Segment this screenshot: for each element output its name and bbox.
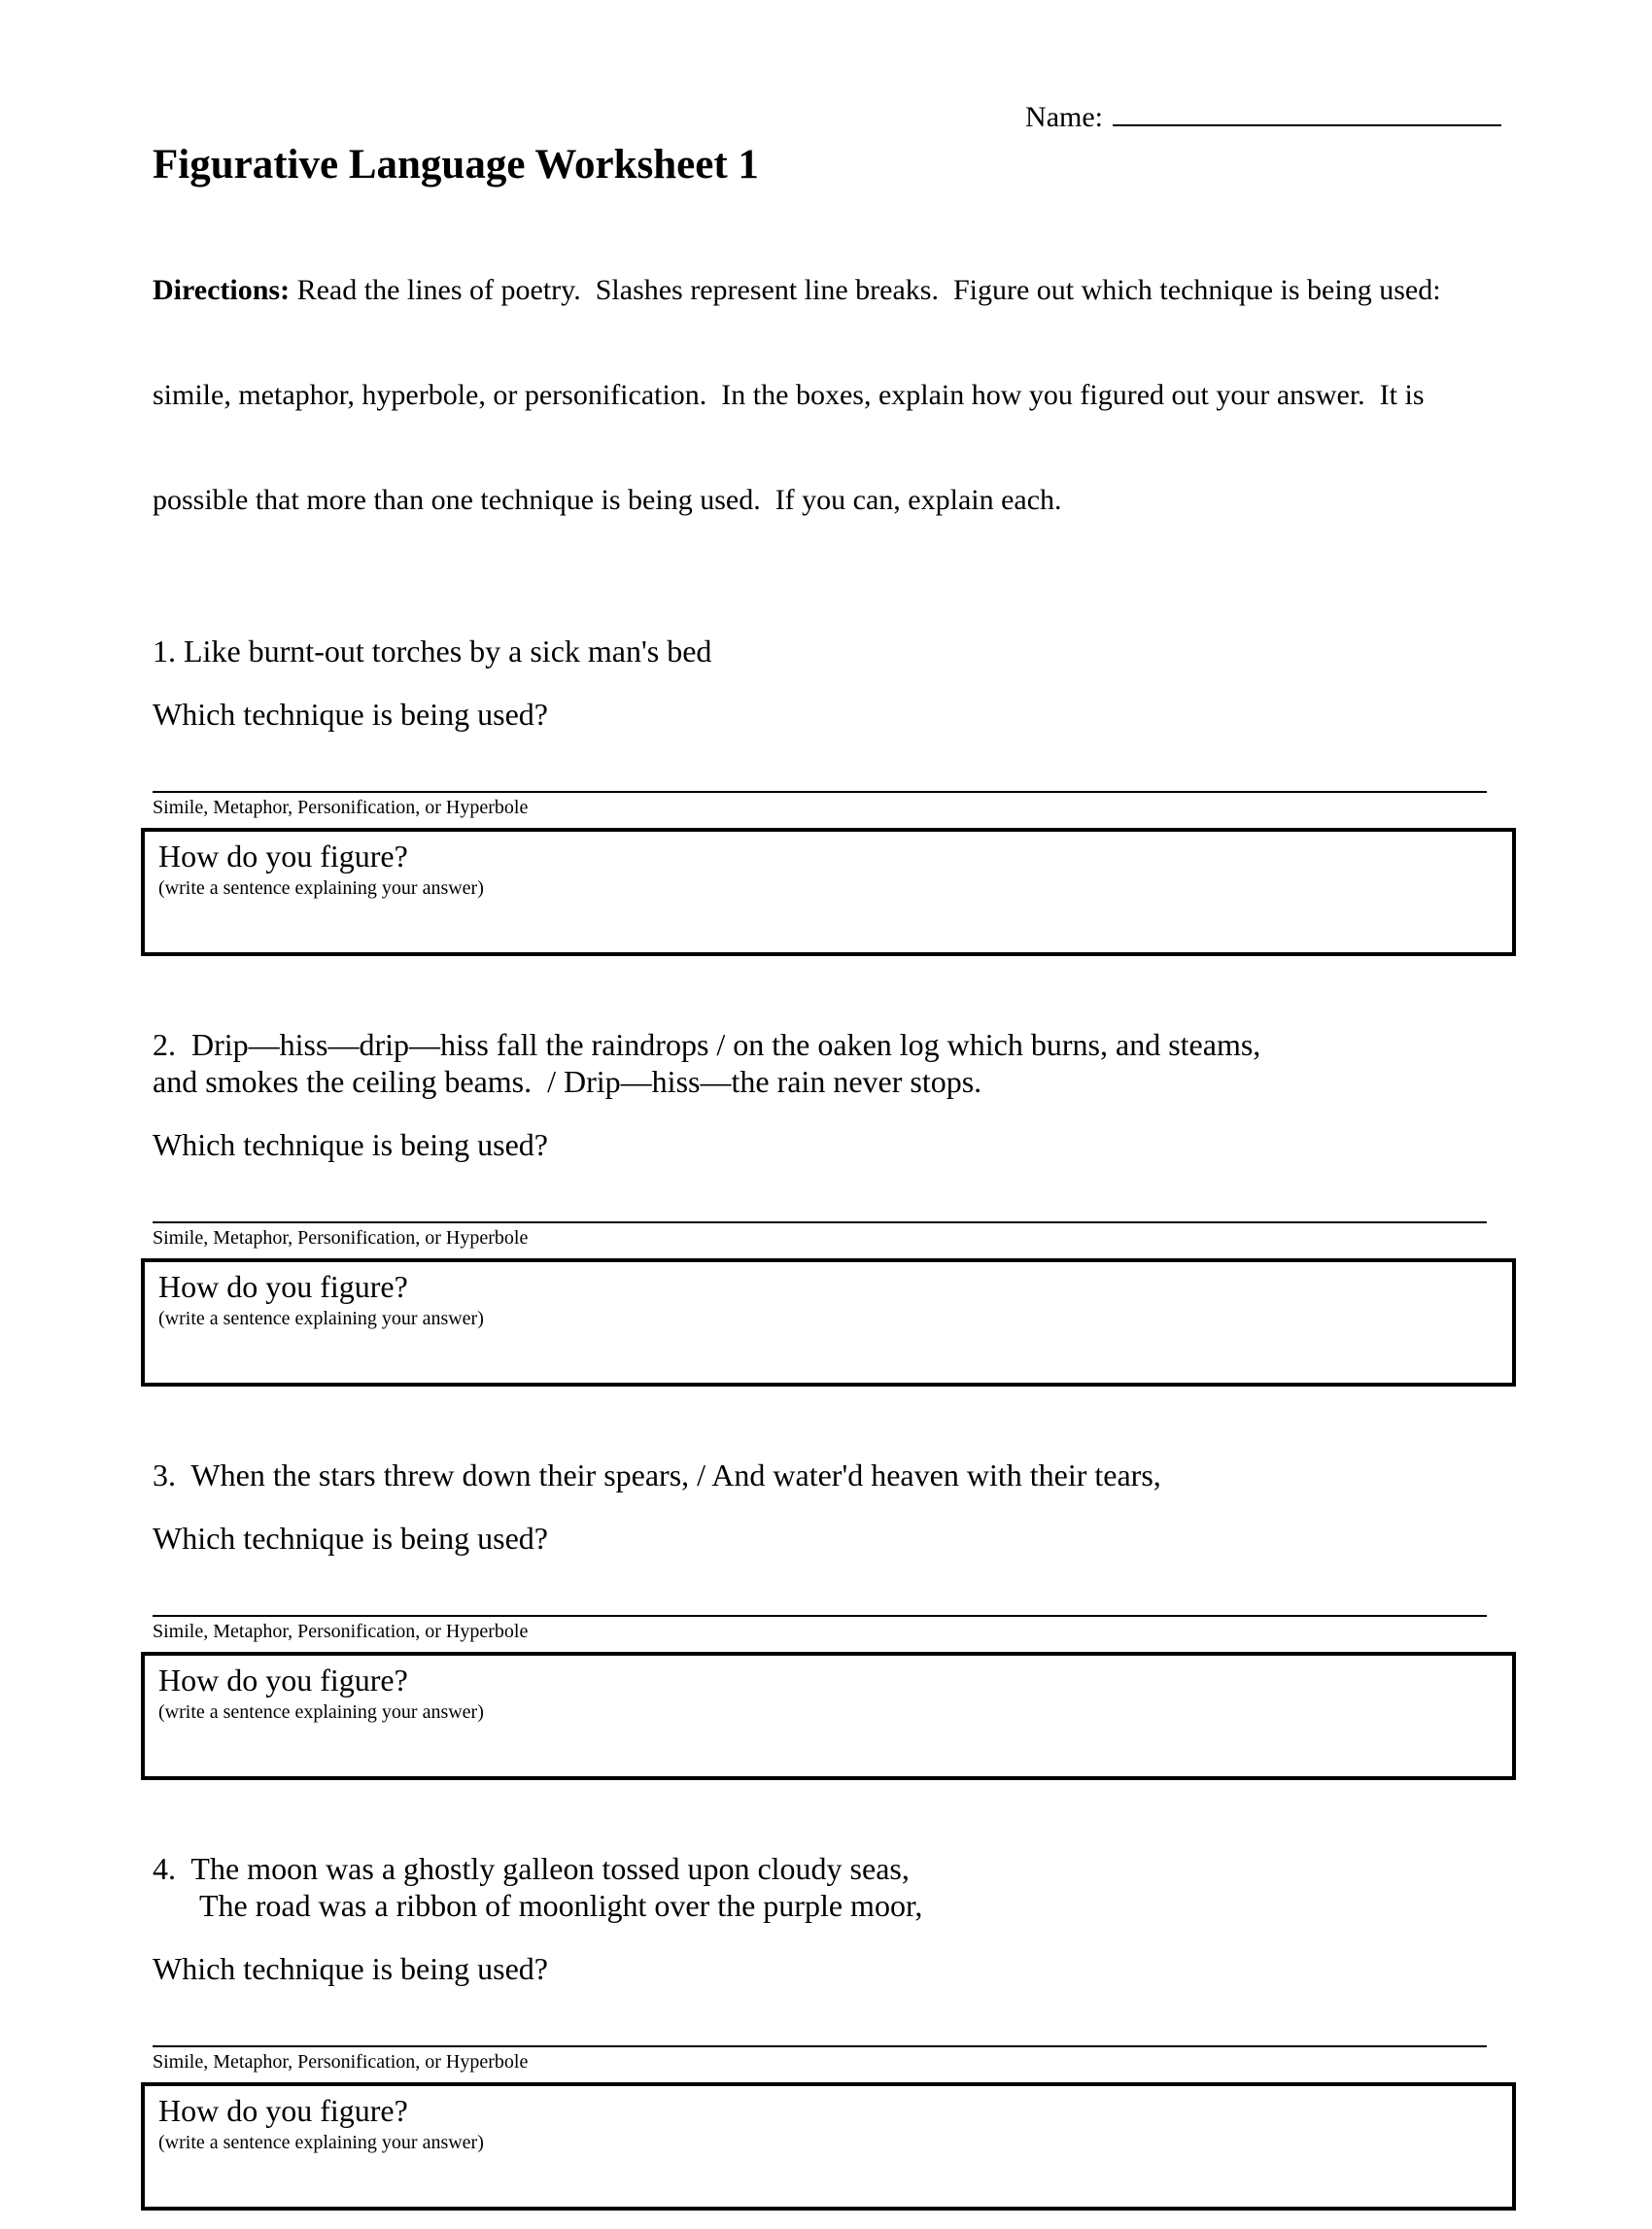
- directions-text: [153, 203, 1501, 588]
- question-4-technique-blank[interactable]: [153, 2045, 1487, 2047]
- directions-line-1-rest: Read the lines of poetry. Slashes represent line breaks. Figure out which technique is being used:: [290, 274, 1441, 306]
- question-2-explanation-box-title: How do you figure?: [158, 1269, 408, 1304]
- name-label: Name:: [1025, 101, 1103, 133]
- question-1-explanation-box[interactable]: [141, 828, 1516, 956]
- question-2-technique-caption: Simile, Metaphor, Personification, or Hyperbole: [153, 1227, 529, 1249]
- question-3-explanation-box[interactable]: [141, 1652, 1516, 1780]
- directions-line-1: [153, 273, 1501, 308]
- question-3: [153, 1457, 1501, 1780]
- question-4-technique-prompt: Which technique is being used?: [153, 1951, 548, 1986]
- question-1-technique-caption: Simile, Metaphor, Personification, or Hyperbole: [153, 797, 529, 818]
- question-2-text-line-2: and smokes the ceiling beams. / Drip—hiss—the rain never stops.: [153, 1064, 982, 1099]
- directions-label: Directions:: [153, 274, 291, 306]
- name-row: [153, 91, 1501, 135]
- question-2-technique-prompt: Which technique is being used?: [153, 1127, 548, 1162]
- question-3-technique-blank[interactable]: [153, 1615, 1487, 1617]
- directions-line-3: possible that more than one technique is being used. If you can, explain each.: [153, 484, 1062, 516]
- question-1-text-line-1: 1. Like burnt-out torches by a sick man's bed: [153, 634, 712, 669]
- question-4-explanation-box-subtitle: (write a sentence explaining your answer): [158, 2132, 484, 2153]
- question-2-explanation-box-subtitle: (write a sentence explaining your answer): [158, 1308, 484, 1329]
- question-1-technique-blank[interactable]: [153, 791, 1487, 793]
- question-4-technique-caption: Simile, Metaphor, Personification, or Hyperbole: [153, 2051, 529, 2073]
- question-1: [153, 633, 1501, 956]
- question-3-explanation-box-subtitle: (write a sentence explaining your answer): [158, 1701, 484, 1723]
- question-3-technique-prompt: Which technique is being used?: [153, 1521, 548, 1556]
- question-4-explanation-box-title: How do you figure?: [158, 2093, 408, 2128]
- question-3-explanation-box-title: How do you figure?: [158, 1663, 408, 1697]
- question-2: [153, 1026, 1501, 1387]
- question-2-text-line-1: 2. Drip—hiss—drip—hiss fall the raindrops / on the oaken log which burns, and steams,: [153, 1027, 1261, 1062]
- question-4: [153, 1850, 1501, 2211]
- worksheet-page: [0, 91, 1652, 2229]
- page-content: [0, 91, 1652, 2211]
- question-3-text-line-1: 3. When the stars threw down their spears, / And water'd heaven with their tears,: [153, 1457, 1161, 1492]
- page-title: Figurative Language Worksheet 1: [153, 142, 759, 188]
- question-1-technique-prompt: Which technique is being used?: [153, 697, 548, 732]
- question-4-text-line-1: 4. The moon was a ghostly galleon tossed upon cloudy seas,: [153, 1851, 910, 1886]
- question-3-technique-caption: Simile, Metaphor, Personification, or Hyperbole: [153, 1621, 529, 1642]
- question-1-explanation-box-subtitle: (write a sentence explaining your answer): [158, 877, 484, 899]
- question-2-explanation-box[interactable]: [141, 1258, 1516, 1387]
- question-4-text-line-2: The road was a ribbon of moonlight over the purple moor,: [199, 1888, 923, 1923]
- question-1-explanation-box-title: How do you figure?: [158, 839, 408, 874]
- name-blank[interactable]: [1113, 91, 1501, 126]
- question-2-technique-blank[interactable]: [153, 1221, 1487, 1223]
- question-4-explanation-box[interactable]: [141, 2082, 1516, 2211]
- directions-line-2: simile, metaphor, hyperbole, or personification. In the boxes, explain how you figured out your answer. It is: [153, 379, 1425, 411]
